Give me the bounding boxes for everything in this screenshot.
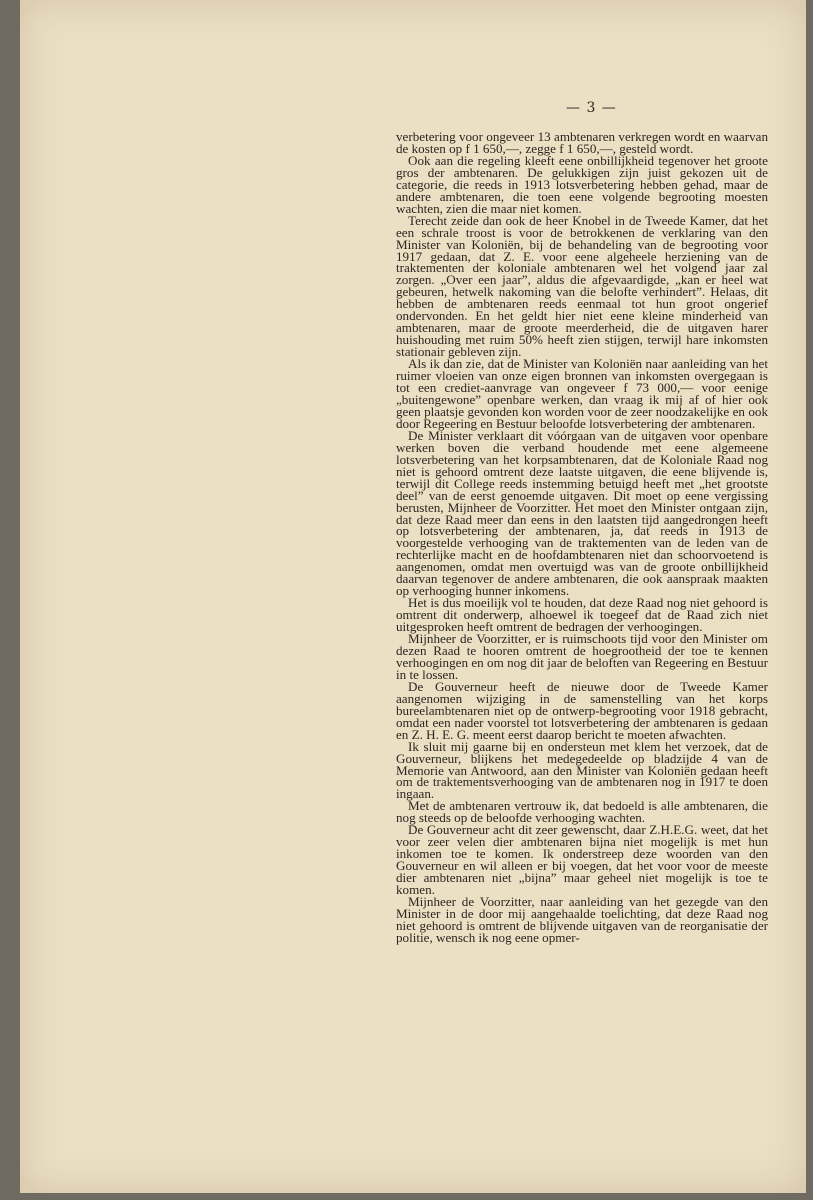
paragraph-7: Mijnheer de Voorzitter, er is ruimschoots tijd voor den Minister om dezen Raad te hooren omtrent de hoegrootheid der toe te kennen verhoogingen en om nog dit jaar de beloften van Regeering en Bestuur in te lossen.: [396, 631, 768, 682]
scan-left-edge: [0, 0, 20, 1200]
page-number: — 3 —: [566, 100, 617, 116]
paragraph-8: De Gouverneur heeft de nieuwe door de Tweede Kamer aangenomen wijziging in de samenstelling van het korps bureelambtenaren niet op de ontwerp-begrooting voor 1918 gebracht, omdat een nader voorstel tot lotsverbetering der ambtenaren is gedaan en Z. H. E. G. meent eerst daarop bericht te moeten afwachten.: [396, 678, 768, 742]
paragraph-11: De Gouverneur acht dit zeer gewenscht, daar Z.H.E.G. weet, dat het voor zeer velen dier ambtenaren bijna niet mogelijk is met hun inkomen toe te komen. Ik onderstreep deze woorden van den Gouverneur en wil alleen er bij voegen, dat het voor voor de meeste dier ambtenaren niet „bijna” maar geheel niet mogelijk is toe te komen.: [396, 822, 768, 898]
paragraph-1: verbetering voor ongeveer 13 ambtenaren verkregen wordt en waarvan de kosten op f 1 650,—, zegge f 1 650,—, gesteld wordt.: [396, 129, 768, 156]
paragraph-9: Ik sluit mij gaarne bij en ondersteun met klem het verzoek, dat de Gouverneur, blijkens het medegedeelde op bladzijde 4 van de Memorie van Antwoord, aan den Minister van Koloniën gedaan heeft om de traktementsverhooging van de ambtenaren nog in 1917 te doen ingaan.: [396, 738, 768, 802]
text-column: [396, 131, 768, 944]
paragraph-6: Het is dus moeilijk vol te houden, dat deze Raad nog niet gehoord is omtrent dit onderwerp, alhoewel ik toegeef dat de Raad zich niet uitgesproken heeft omtrent de bedragen der verhoogingen.: [396, 595, 768, 635]
paragraph-2: Ook aan die regeling kleeft eene onbillijkheid tegenover het groote gros der ambtenaren. De gelukkigen zijn juist gekozen uit de categorie, die reeds in 1913 lotsverbetering hebben gehad, maar de andere ambtenaren, die toen eene volgende begrooting moesten wachten, zien die maar niet komen.: [396, 152, 768, 216]
scan-right-edge: [806, 0, 813, 1200]
paragraph-4: Als ik dan zie, dat de Minister van Koloniën naar aanleiding van het ruimer vloeien van onze eigen bronnen van inkomsten overgegaan is tot een crediet-aanvrage van ongeveer f 73 000,— voor eenige „buitengewone” openbare werken, dan vraag ik mij af of hier ook geen plaatsje gevonden kon worden voor de zeer noodzakelijke en ook door Regeering en Bestuur beloofde lotsverbetering der ambtenaren.: [396, 356, 768, 431]
paragraph-5: De Minister verklaart dit vóórgaan van de uitgaven voor openbare werken boven die verband houdende met eene algemeene lotsverbetering van het korpsambtenaren, dat de Koloniale Raad nog niet is gehoord omtrent deze laatste uitgaven, die eene blijvende is, terwijl dit College reeds instemming betuigd heeft met „het grootste deel” van de eerst genoemde uitgaven. Dit moet op eene vergissing berusten, Mijnheer de Voorzitter. Het moet den Minister ontgaan zijn, dat deze Raad meer dan eens in den laatsten tijd aangedrongen heeft op lotsverbetering der ambtenaren, ja, dat reeds in 1913 de voorgestelde verhooging van de traktementen van de leden van de rechterlijke macht en de hoofdambtenaren niet dan schoorvoetend is aangenomen, omdat men overtuigd was van de groote onbillijkheid daarvan tegenover de andere ambtenaren, die ook aanspraak maakten op verhooging hunner inkomens.: [396, 427, 768, 599]
paragraph-3: Terecht zeide dan ook de heer Knobel in de Tweede Kamer, dat het een schrale troost is voor de betrokkenen de verklaring van den Minister van Koloniën, bij de behandeling van de begrooting voor 1917 gedaan, dat Z. E. voor eene algeheele herziening van de traktementen der koloniale ambtenaren wel het volgend jaar zal zorgen. „Over een jaar”, aldus die afgevaardigde, „kan er heel wat gebeuren, hetwelk nakoming van die belofte verhindert”. Helaas, dit hebben de ambtenaren reeds eenmaal tot hun groot ongerief ondervonden. En het geldt hier niet eene kleine minderheid van ambtenaren, maar de groote meerderheid, die de uitgaven harer huishouding met ruim 50% heeft zien stijgen, terwijl hare inkomsten stationair gebleven zijn.: [396, 212, 768, 360]
paragraph-12: Mijnheer de Voorzitter, naar aanleiding van het gezegde van den Minister in de door mij aangehaalde toelichting, dat deze Raad nog niet gehoord is omtrent de blijvende uitgaven van de reorganisatie der politie, wensch ik nog eene opmer-: [396, 894, 768, 945]
scan-bottom-edge: [0, 1193, 813, 1200]
paragraph-10: Met de ambtenaren vertrouw ik, dat bedoeld is alle ambtenaren, die nog steeds op de beloofde verhooging wachten.: [396, 798, 768, 826]
